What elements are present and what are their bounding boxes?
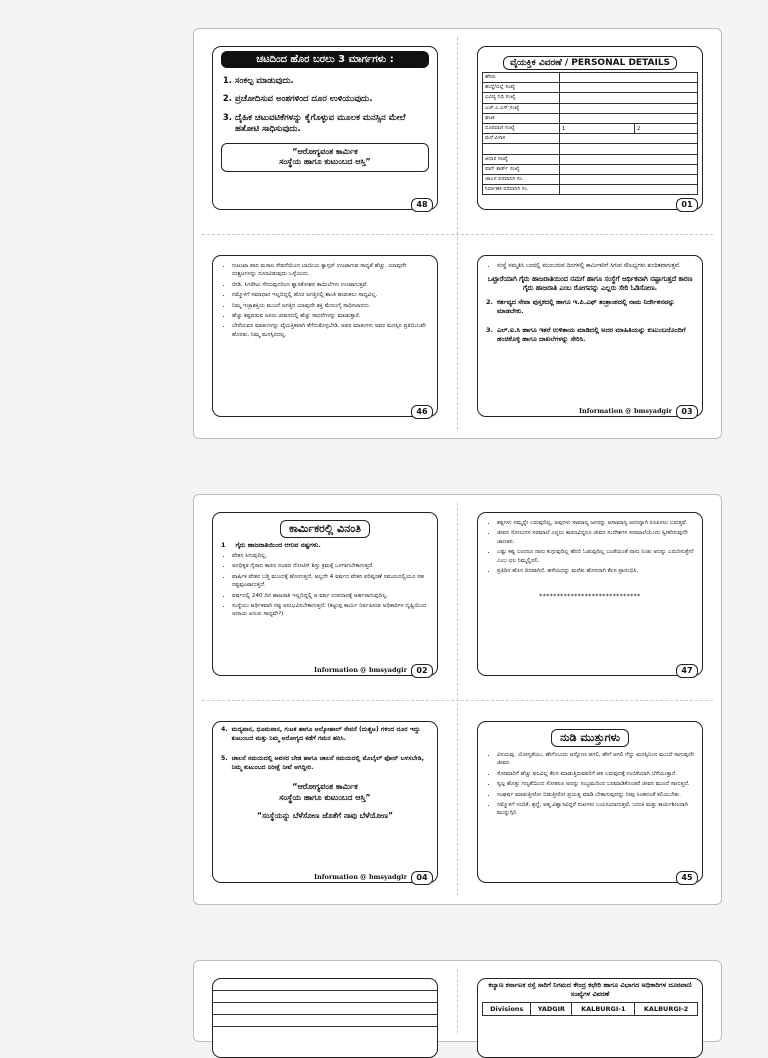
row-value-1 (560, 154, 698, 164)
col-kalburgi-2: KALBURGI-2 (635, 1002, 698, 1015)
page-01-card (477, 46, 703, 210)
page-number: 45 (676, 871, 698, 885)
page-lined-card (212, 978, 438, 1058)
page-number: 04 (411, 871, 433, 885)
bullet-item: • ಸೋಮಾರಿಗೆ ಹೆಚ್ಚು ಫಲವಿಲ್ಲ ಕೆಲಸ ಮಾಡುತ್ತಿರುವವರಿಗೆ ಆತ ಬರುವುದಕ್ಕೆ ನಂಬಿಕೆಯಾಗಿ ಬೆಳೆಯುತ್ತಾನೆ. (497, 770, 694, 778)
personal-details-row (483, 185, 698, 195)
page-04-slogan (221, 781, 429, 803)
page-47-card (477, 512, 703, 676)
sub-text: ಗೈರು ಹಾಜರಾತಿಯಿಂದ ಆಗುವ ನಷ್ಟಗಳು. (235, 541, 321, 549)
personal-details-title: ವೈಯಕ್ತಿಕ ವಿವರಣೆ / PERSONAL DETAILS (503, 56, 677, 70)
bullet-item: • ಬೇರೆಯವರ ಮಾತುಗಳನ್ನು ವೈಯಕ್ತಿಕವಾಗಿ ತೆಗೆದುಕೊಳ್ಳಬೇಡಿ. ಅವರ ಮಾತುಗಳು ಅವರ ಮನಸ್ಸಿನ ಪ್ರತಿಬಿಂಬವೇ ಹೊರತು, ನಿಮ್ಮ ಮನಸ್ಸಿನದಲ್ಲ. (232, 322, 429, 339)
page-02-bullets (221, 552, 429, 619)
row-value-1 (560, 73, 698, 83)
personal-details-row (483, 83, 698, 93)
sheet-3 (193, 960, 722, 1042)
row-label: ಮನೆ ವಿಳಾಸ (483, 134, 560, 144)
page-03-card (477, 255, 703, 417)
row-value-1 (560, 103, 698, 113)
row-label: ದೂರವಾಣಿ ಸಂಖ್ಯೆ (483, 123, 560, 133)
slogan-line: ಸಂಸ್ಥೆಯ ಹಾಗೂ ಕುಟುಂಬದ ಆಸ್ತಿ” (279, 157, 371, 167)
page-48-header: ಚಟದಿಂದ ಹೊರ ಬರಲು 3 ಮಾರ್ಗಗಳು : (221, 51, 429, 68)
page-02-sub: 1 ಗೈರು ಹಾಜರಾತಿಯಿಂದ ಆಗುವ ನಷ್ಟಗಳು. (221, 541, 321, 549)
personal-details-row (483, 93, 698, 103)
page-number: 03 (676, 405, 698, 419)
page-04-slogan-2: “ಸಂಸ್ಥೆಯನ್ನು ಬೆಳೆಸೋಣ ಜೊತೆಗೆ ನಾವು ಬೆಳೆಯೋಣ” (256, 811, 394, 821)
contacts-title: ಕಲ್ಯಾಣ ಕರ್ನಾಟಕ ರಸ್ತೆ ಸಾರಿಗೆ ನಿಗಮದ ಕೇಂದ್ರ ಕಛೇರಿ ಹಾಗೂ ವಿಭಾಗದ ಅಧಿಕಾರಿಗಳ ದೂರವಾಣಿ ಸಂಖ್ಯೆಗಳ ವಿವರಣೆ (488, 981, 692, 998)
item-text: ಕರ್ತವ್ಯದ ಸೇವಾ ಪುಸ್ತಕದಲ್ಲಿ ಹಾಗೂ ಇ.ಪಿ.ಎಫ್ ತಂತ್ರಾಂಶದಲ್ಲಿ ನಾಮ ನಿರ್ದೇಶನವನ್ನು ಮಾಡಬೇಕು. (497, 297, 675, 315)
row-label: ಹೆಸರು (483, 73, 560, 83)
step-item: 2. ಪ್ರಚೋದಿಸುವ ಅಂಶಗಳಿಂದ ದೂರ ಉಳಿಯುವುದು. (235, 94, 429, 105)
slogan-line: ಸಂಸ್ಥೆಯ ಹಾಗೂ ಕುಟುಂಬದ ಆಸ್ತಿ” (279, 792, 371, 802)
row-label: ಪಾನ್ ಕಾರ್ಡ್ ಸಂಖ್ಯೆ (483, 164, 560, 174)
page-number: 46 (411, 405, 433, 419)
row-label: ಚಾಲನ ಪರವಾನಿಗಿ ಸಂ. (483, 174, 560, 184)
bullet-item: • ನಮ್ಮೊಳಗೆ ಸಮಾಧಾನ ಇಲ್ಲದಿದ್ದಲ್ಲಿ ಹೊರ ಜಗತ್ತಿನಲ್ಲಿ ಶಾಂತಿ ಹುಡುಕಲು ಸಾಧ್ಯವಿಲ್ಲ. (232, 291, 429, 299)
page-48-slogan (221, 143, 429, 172)
row-label: ನಿರ್ವಾಹಕ ಪರವಾನಿಗಿ ಸಂ. (483, 185, 560, 195)
row-value-1 (560, 113, 698, 123)
bullet-item: • ಜೀವನ ಸೋಲುಗಳ ಸರಮಾಲೆ ಎನ್ನಲು ಕಾರಣವಿದ್ದರೂ ಜೀವನ ಸಂದೇಶಗಳ ಸರಮಾಲೆಯೆಂದು ಸ್ವೀಕರಿಸುವುದೇ ಜಾಣತನ. (497, 529, 694, 546)
row-value-1 (560, 93, 698, 103)
bullet-item: • ವಾರ್ಷಿಕ ವೇತನ ಬಡ್ತಿ ಮುಂದಕ್ಕೆ ಹೋಗುತ್ತದೆ, ಅಲ್ಲದೇ 4 ವರ್ಷದ ವೇತನ ಪರಿಷ್ಕರಣೆ ಸಮಯದಲ್ಲಿಯೂ ಸಹ ನಷ್ಟವುಂಟಾಗುತ್ತದೆ. (232, 573, 429, 590)
page-04-item-4: 4. ಮದ್ಯಪಾನ, ಧೂಮಪಾನ, ಗುಟಕ ಹಾಗೂ ಅಲ್ಕೋಹಾಲ್ ಸೇವನೆ (ದುಶ್ಚಟ) ಗಳಿಂದ ದೂರ ಇದ್ದು ಕುಟುಂಬದ ಮತ್ತು ನಿಮ್ಮ ಆರೋಗ್ಯದ ಕಡೆಗೆ ಗಮನ ಹರಿಸಿ. (221, 726, 429, 743)
page-45-header: ನುಡಿ ಮುತ್ತುಗಳು (551, 729, 629, 747)
bullet-item: • ಸಂಸ್ಥೆ ಸಮ್ಮತಿಸಿ ಬಂದಲ್ಲಿ ಮುಂಬರುವ ದಿನಗಳಲ್ಲಿ ಕಾರ್ಮಿಕರಿಗೆ ಸಿಗುವ ಸೌಲಭ್ಯಗಳು ಕುಂಠಿತವಾಗುತ್ತವೆ. (497, 262, 694, 271)
item-text: ಎಲ್.ಐ.ಸಿ ಹಾಗೂ ಇತರೆ ಉಳಿತಾಯ ಮಾಡಿದಲ್ಲಿ ಅದರ ಮಾಹಿತಿಯನ್ನು ಕುಟುಂಬದೊಂದಿಗೆ ಹಂಚಿಕೊಳ್ಳಿ ಹಾಗೂ ದಾಖಲೆಗಳನ್ನು ಸೇರಿಸಿ. (497, 325, 686, 343)
personal-details-row (483, 174, 698, 184)
bullet-item: • ಗುಟುಖಾ ಪಾನ ಮಸಾಲ ಸೇವನೆಯಿಂದ ಬಾಯಿಯ ಕ್ಯಾನ್ಸರ್ ಉಂಟಾಗುವ ಸಾಧ್ಯತೆ ಹೆಚ್ಚು. ಯಾವುದೇ ದುಶ್ಚಟಗಳನ್ನು ದೂರವಿಡುವುದು ಒಳ್ಳೆಯದು. (232, 262, 429, 279)
step-item: 1. ಸಂಕಲ್ಪ ಮಾಡುವುದು. (235, 76, 429, 87)
bullet-item: • ಹೆಚ್ಚು ಕಷ್ಟಪಡುವ ಜನರು ಜೀವನದಲ್ಲಿ ಹೆಚ್ಚು ಸಾಧನೆಗಳನ್ನು ಮಾಡುತ್ತಾರೆ. (232, 312, 429, 320)
page-47-bullets (486, 519, 694, 575)
personal-details-row (483, 164, 698, 174)
bullet-item: • ಕಷ್ಟಗಳು ನಮ್ಮನ್ನೇ ಬರುವುದಿಲ್ಲ, ಅವುಗಳು ಸಾಮಾನ್ಯ ಜನರನ್ನು ಅಸಾಮಾನ್ಯ ಜನರನ್ನಾಗಿ ರೂಪಿಸಲು ಬರುತ್ತವೆ. (497, 519, 694, 527)
bullet-item: • ನಮ್ಮೊಳಗೆ ನಂಬಿಕೆ, ಶ್ರದ್ಧೆ, ಆತ್ಮ ವಿಶ್ವಾಸವಿದ್ದರೆ ಸುಖಗಳು ಬಯಸಿಯಾಗುತ್ತವೆ, ಬದುಕಿ ಮತ್ತು ಕಾರ್ಯಶೀಲರಾಗಿ ಮುನ್ನುಗ್ಗಿರಿ. (497, 801, 694, 818)
blank-line (213, 979, 437, 991)
bullet-item: • ವರ್ಷದಲ್ಲಿ 240 ದಿನ ಹಾಜರಾತಿ ಇಲ್ಲದಿದ್ದಲ್ಲಿ ಆ ವರ್ಷ ಉಪದಾನಕ್ಕೆ ಅರ್ಹರಾಗುವುದಿಲ್ಲ. (232, 592, 429, 600)
bullet-item: • ವಿನಯವು, ಯೋಗ್ಯತೆಯು, ಹೇಗೆಂಬುದು ಅನ್ನೋಣ ಆಗಲಿ, ಹೇಗೆ ಆಗಲಿ ಗೆದ್ದು ಮನಸ್ಸಿನಿಂದ ಮುಂದೆ ಸಾಗುವುದೇ ಜೀವನ. (497, 751, 694, 768)
bullet-item: • ನಿಮ್ಮ ಇಚ್ಛಾಶಕ್ತಿಯ ಮುಂದೆ ಜಗತ್ತಿನ ಯಾವುದೇ ಶಕ್ತಿ ಮೇಲುಗೈ ಸಾಧಿಸಲಾರದು. (232, 302, 429, 310)
page-03-bullets (486, 262, 694, 271)
personal-details-row (483, 154, 698, 164)
personal-details-row (483, 123, 698, 133)
bullet-item: • ಸಂಘರ್ಷ ಮಾಡುತ್ತೀರೋ ಬಿಡುತ್ತೀರೋ ಪ್ರಯತ್ನ ಮಾಡಿ ಬೇಕಾಗುವುದನ್ನು ನೀವು ಸಿಂಹದಂತೆ ಕಲಿಯಬೇಕು. (497, 791, 694, 799)
row-value-2: 2 (635, 123, 698, 133)
step-item: 3. ದೈಹಿಕ ಚಟುವಟಿಕೆಗಳನ್ನು ಕೈಗೊಳ್ಳುವ ಮೂಲಕ ಮನಸ್ಸಿನ ಮೇಲೆ ಹತೋಟಿ ಸಾಧಿಸುವುದು. (235, 113, 429, 136)
page-46-bullets (221, 262, 429, 339)
page-48-card (212, 46, 438, 210)
info-credit: Information @ bmsyadgir (578, 407, 672, 415)
page-03-center-text: ಒಟ್ಟಾರೆಯಾಗಿ ಗೈರು ಹಾಜರಾತಿಯಿಂದ ನಮಗೆ ಹಾಗೂ ಸಂಸ್ಥೆಗೆ ಆರ್ಥಿಕವಾಗಿ ನಷ್ಟಾಗುತ್ತದೆ ಕಾರಣ ಗೈರು ಹಾಜರಾತಿ ಎಂಬ ರೋಗವನ್ನು ಎಲ್ಲರು ಸೇರಿ ಓಡಿಸೋಣ. (487, 274, 693, 293)
row-value-1: 1 (560, 123, 635, 133)
blank-line (213, 1015, 437, 1027)
page-number: 47 (676, 664, 698, 678)
bullet-item: • ಸಂಸ್ಥೆಯು ಆರ್ಥಿಕವಾಗಿ ನಷ್ಟ ಅನುಭವಿಸಬೇಕಾಗುತ್ತದೆ. (ಕಟ್ಟುಪ್ಪ ಕಾರ್ಯ ನಿರ್ವಹಿಸುವ ಅಧಿಕಾರಿಗಳ ದೃಷ್ಟಿಯಿಂದ ಅದಾಯ ಖರಚು ಸಾಧ್ಯವೇ?) (232, 602, 429, 619)
blank-line (213, 1003, 437, 1015)
page-04-card (212, 721, 438, 883)
page-02-header: ಕಾರ್ಮಿಕರಲ್ಲಿ ವಿನಂತಿ (280, 520, 370, 538)
page-contacts-card (477, 978, 703, 1058)
info-credit: Information @ bmsyadgir (313, 666, 407, 674)
page-number: 01 (676, 198, 698, 212)
row-value-1 (560, 164, 698, 174)
bullet-item: • ಅನಧಿಕೃತ ಗೈರಾದ ಕಾರಣ ದಂಡದ ನೋಟಿಸ್ ಶಿಸ್ತು ಕ್ರಮಕ್ಕೆ ಒಳಗಾಗಬೇಕಾಗುತ್ತದೆ. (232, 562, 429, 570)
personal-details-row (483, 144, 698, 154)
bullet-item: • ಸ್ವಲ್ಪ ಹೊತ್ತು ಗಣ್ಯತೆಯಿಂದ ಸೋತರೂ ಅದನ್ನು ಸಂಭ್ರಮದಿಂದ ಬರಮಾಡಿಕೊಂಡರೆ ಜೀವನ ಮುಂದೆ ಸಾಗುತ್ತದೆ. (497, 780, 694, 788)
personal-details-table (482, 72, 698, 195)
row-label: ಘಟಕ (483, 113, 560, 123)
col-yadgir: YADGIR (531, 1002, 572, 1015)
blank-line (213, 991, 437, 1003)
personal-details-row (483, 73, 698, 83)
fold-line-horizontal (202, 234, 713, 235)
info-credit: Information @ bmsyadgir (313, 873, 407, 881)
star-divider: ***************************** (539, 593, 641, 601)
bullet-item: • ಬೀಡಿ, ಸಿಗರೇಟು ಸೇದುವುದರಿಂದ ಶ್ವಾಸಕೋಶದ ಕಾಯಿಲೆಗಳು ಉಂಟಾಗುತ್ತವೆ. (232, 281, 429, 289)
slogan-line: “ಆರೋಗ್ಯವಂತ ಕಾರ್ಮಿಕ (292, 781, 358, 791)
col-kalburgi-1: KALBURGI-1 (572, 1002, 635, 1015)
row-label (483, 144, 560, 154)
page-04-item-5: 5. ಚಾಲನೆ ಸಮಯದಲ್ಲಿ ಅವಸರ ಬೇಡ ಹಾಗೂ ಚಾಲನೆ ಸಮಯದಲ್ಲಿ ಮೊಬೈಲ್ ಫೋನ್ ಬಳಸಬೇಡಿ, ನಿಮ್ಮ ಕುಟುಂಬದ ನಿರೀಕ್ಷೆ ನೀವೆ ಆಗಿದ್ದೀರಿ. (221, 755, 429, 772)
row-label: ಭವಿಷ್ಯ ನಿಧಿ ಸಂಖ್ಯೆ (483, 93, 560, 103)
bullet-item: • ವೇತನ ಸಿಗುವುದಿಲ್ಲ. (232, 552, 429, 560)
col-divisions: Divisions (483, 1002, 531, 1015)
row-value-1 (560, 144, 698, 154)
row-value-1 (560, 185, 698, 195)
personal-details-row (483, 134, 698, 144)
page-03-item-2: 2. ಕರ್ತವ್ಯದ ಸೇವಾ ಪುಸ್ತಕದಲ್ಲಿ ಹಾಗೂ ಇ.ಪಿ.ಎಫ್ ತಂತ್ರಾಂಶದಲ್ಲಿ ನಾಮ ನಿರ್ದೇಶನವನ್ನು ಮಾಡಬೇಕು. (486, 298, 694, 316)
page-02-card (212, 512, 438, 676)
page-number: 48 (411, 198, 433, 212)
page-45-card (477, 721, 703, 883)
row-value-1 (560, 83, 698, 93)
page-number: 02 (411, 664, 433, 678)
fold-line-vertical (457, 969, 458, 1033)
row-label: ಆಧಾರ ಸಂಖ್ಯೆ (483, 154, 560, 164)
page-45-bullets (486, 751, 694, 818)
row-value-1 (560, 174, 698, 184)
row-label: ಎಚ್.ಎ.ಎಸ್ ಸಂಖ್ಯೆ (483, 103, 560, 113)
item-text: ಚಾಲನೆ ಸಮಯದಲ್ಲಿ ಅವಸರ ಬೇಡ ಹಾಗೂ ಚಾಲನೆ ಸಮಯದಲ್ಲಿ ಮೊಬೈಲ್ ಫೋನ್ ಬಳಸಬೇಡಿ, ನಿಮ್ಮ ಕುಟುಂಬದ ನಿರೀಕ್ಷೆ ನೀವೆ ಆಗಿದ್ದೀರಿ. (231, 755, 424, 772)
item-text: ಮದ್ಯಪಾನ, ಧೂಮಪಾನ, ಗುಟಕ ಹಾಗೂ ಅಲ್ಕೋಹಾಲ್ ಸೇವನೆ (ದುಶ್ಚಟ) ಗಳಿಂದ ದೂರ ಇದ್ದು ಕುಟುಂಬದ ಮತ್ತು ನಿಮ್ಮ ಆರೋಗ್ಯದ ಕಡೆಗೆ ಗಮನ ಹರಿಸಿ. (231, 726, 421, 742)
bullet-item: • ಎಷ್ಟು ಕಷ್ಟ ಬಂದರೂ ನಾನು ಕುಗ್ಗುವುದಿಲ್ಲ ಹೆದರಿ ಓಡುವುದಿಲ್ಲ ಬಂಡೆಯಂತೆ ನಾನು ನಿಂತು ಅದನ್ನು ಎದುರಿಸುತ್ತೇನೆ ಎಂಬ ಛಲ ನಿಮ್ಮಲ್ಲಿರಲಿ. (497, 548, 694, 565)
divisions-table (482, 1002, 698, 1016)
slogan-line: “ಆರೋಗ್ಯವಂತ ಕಾರ್ಮಿಕ (292, 146, 358, 156)
sheet-2 (193, 494, 722, 905)
page-48-steps (221, 76, 429, 136)
personal-details-row (483, 113, 698, 123)
bullet-item: • ಪ್ರತಿದಿನ ಹೊಸ ದಿನವಾಗಿದೆ. ಹಳೆಯದನ್ನು ಮರೆತು ಹೊಸದಾಗಿ ಕೆಲಸ ಪ್ರಾರಂಭಿಸಿ. (497, 567, 694, 575)
personal-details-row (483, 103, 698, 113)
page-03-item-3: 3. ಎಲ್.ಐ.ಸಿ ಹಾಗೂ ಇತರೆ ಉಳಿತಾಯ ಮಾಡಿದಲ್ಲಿ ಅದರ ಮಾಹಿತಿಯನ್ನು ಕುಟುಂಬದೊಂದಿಗೆ ಹಂಚಿಕೊಳ್ಳಿ ಹಾಗೂ ದಾಖಲೆಗಳನ್ನು ಸೇರಿಸಿ. (486, 326, 694, 344)
blank-lines (213, 979, 437, 1027)
fold-line-horizontal (202, 700, 713, 701)
row-value-1 (560, 134, 698, 144)
page-46-card (212, 255, 438, 417)
sheet-1 (193, 28, 722, 439)
row-label: ಹುದ್ದೆ/ಬಿಲ್ಲೆ ಸಂಖ್ಯೆ (483, 83, 560, 93)
